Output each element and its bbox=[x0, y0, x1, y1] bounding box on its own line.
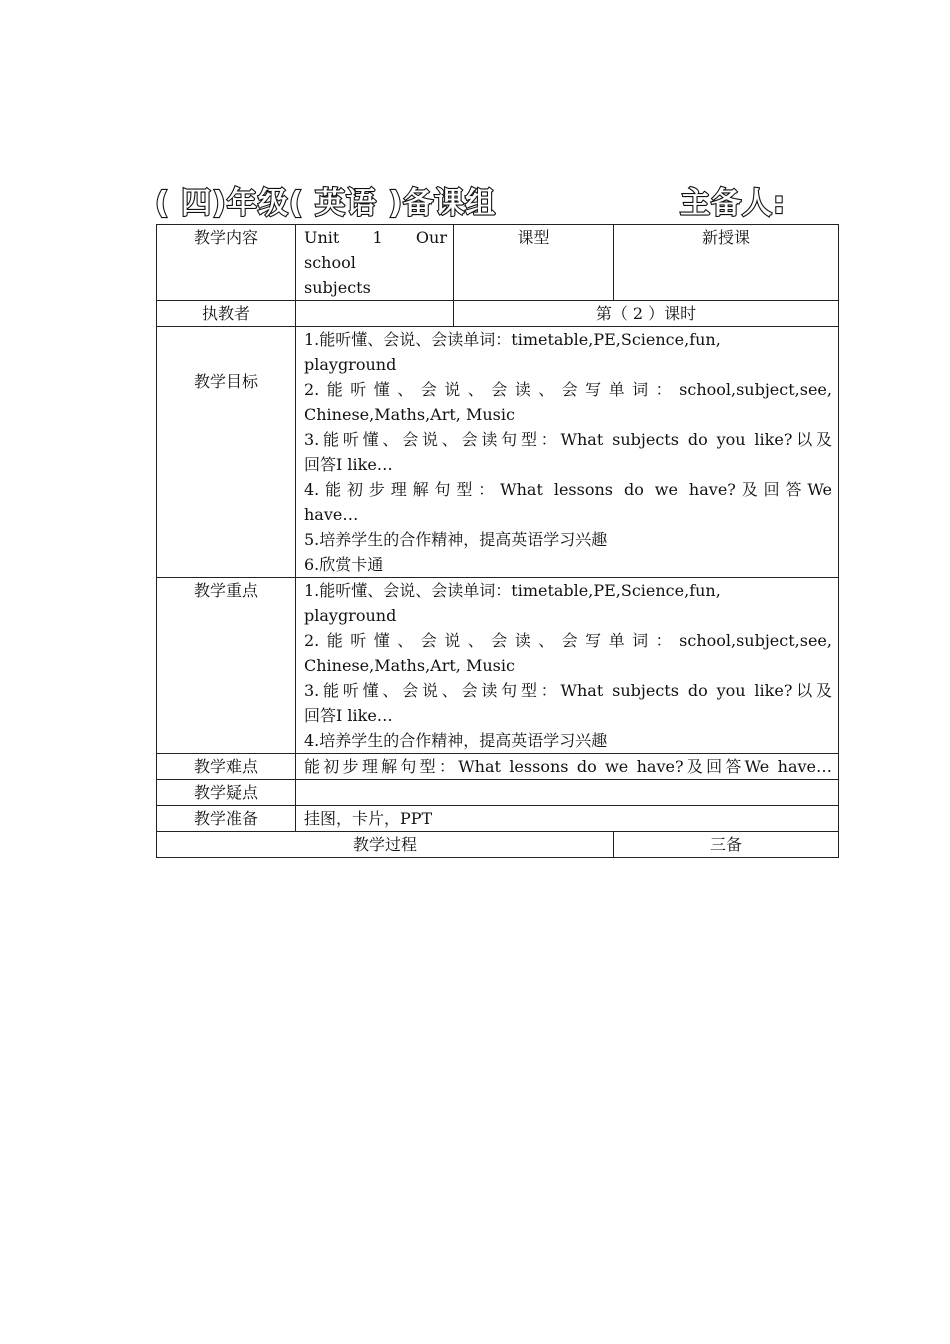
goal-line: 1.能听懂、会说、会读单词：timetable,PE,Science,fun, bbox=[304, 330, 721, 349]
difficult-points-label: 教学难点 bbox=[157, 754, 296, 780]
lesson-plan-table bbox=[156, 224, 839, 858]
goal-line: have… bbox=[304, 505, 359, 524]
teacher-value bbox=[296, 301, 454, 327]
header-title: ( 四)年级( 英语 )备课组 bbox=[155, 186, 497, 221]
goal-line: Chinese,Maths,Art, Music bbox=[304, 405, 515, 424]
table-row bbox=[157, 578, 839, 754]
header-preparer-label: 主备人: bbox=[680, 186, 786, 221]
table-row bbox=[157, 754, 839, 780]
key-points-label: 教学重点 bbox=[157, 578, 296, 754]
content-line: school bbox=[304, 253, 356, 272]
table-row bbox=[157, 327, 839, 578]
type-value: 新授课 bbox=[614, 225, 839, 301]
content-value bbox=[296, 225, 454, 301]
key-line: playground bbox=[304, 606, 397, 625]
key-points-content bbox=[296, 578, 839, 754]
goal-line: 3.能听懂、会说、会读句型：What subjects do you like?以及 bbox=[304, 430, 832, 449]
key-line: 3.能听懂、会说、会读句型：What subjects do you like?以及 bbox=[304, 681, 832, 700]
third-prep-label: 三备 bbox=[614, 832, 839, 858]
content-label: 教学内容 bbox=[157, 225, 296, 301]
period-value: 第（ 2 ）课时 bbox=[454, 301, 839, 327]
content-line: subjects bbox=[304, 278, 371, 297]
key-line: 回答I like… bbox=[304, 706, 393, 725]
table-row bbox=[157, 806, 839, 832]
teacher-label: 执教者 bbox=[157, 301, 296, 327]
table-row bbox=[157, 225, 839, 301]
goal-line: 回答I like… bbox=[304, 455, 393, 474]
doubt-points-value bbox=[296, 780, 839, 806]
table-row bbox=[157, 780, 839, 806]
goal-line: 6.欣赏卡通 bbox=[304, 555, 384, 574]
type-label: 课型 bbox=[454, 225, 614, 301]
goal-line: 4.能初步理解句型：What lessons do we have?及回答We bbox=[304, 480, 832, 499]
goals-label: 教学目标 bbox=[157, 327, 296, 578]
goal-line: 2.能听懂、会说、会读、会写单词：school,subject,see, bbox=[304, 380, 832, 399]
goal-line: 5.培养学生的合作精神，提高英语学习兴趣 bbox=[304, 530, 608, 549]
goal-line: playground bbox=[304, 355, 397, 374]
difficult-line: 能初步理解句型：What lessons do we have?及回答We have… bbox=[304, 757, 832, 776]
goals-content bbox=[296, 327, 839, 578]
key-line: 4.培养学生的合作精神，提高英语学习兴趣 bbox=[304, 731, 608, 750]
key-line: 2.能听懂、会说、会读、会写单词：school,subject,see, bbox=[304, 631, 832, 650]
preparation-value: 挂图，卡片，PPT bbox=[296, 806, 839, 832]
content-line: Unit 1 Our bbox=[304, 228, 447, 247]
difficult-points-value bbox=[296, 754, 839, 780]
table-row bbox=[157, 832, 839, 858]
key-line: 1.能听懂、会说、会读单词：timetable,PE,Science,fun, bbox=[304, 581, 721, 600]
table-row bbox=[157, 301, 839, 327]
key-line: Chinese,Maths,Art, Music bbox=[304, 656, 515, 675]
doubt-points-label: 教学疑点 bbox=[157, 780, 296, 806]
process-label: 教学过程 bbox=[157, 832, 614, 858]
page-header bbox=[155, 178, 815, 220]
preparation-label: 教学准备 bbox=[157, 806, 296, 832]
